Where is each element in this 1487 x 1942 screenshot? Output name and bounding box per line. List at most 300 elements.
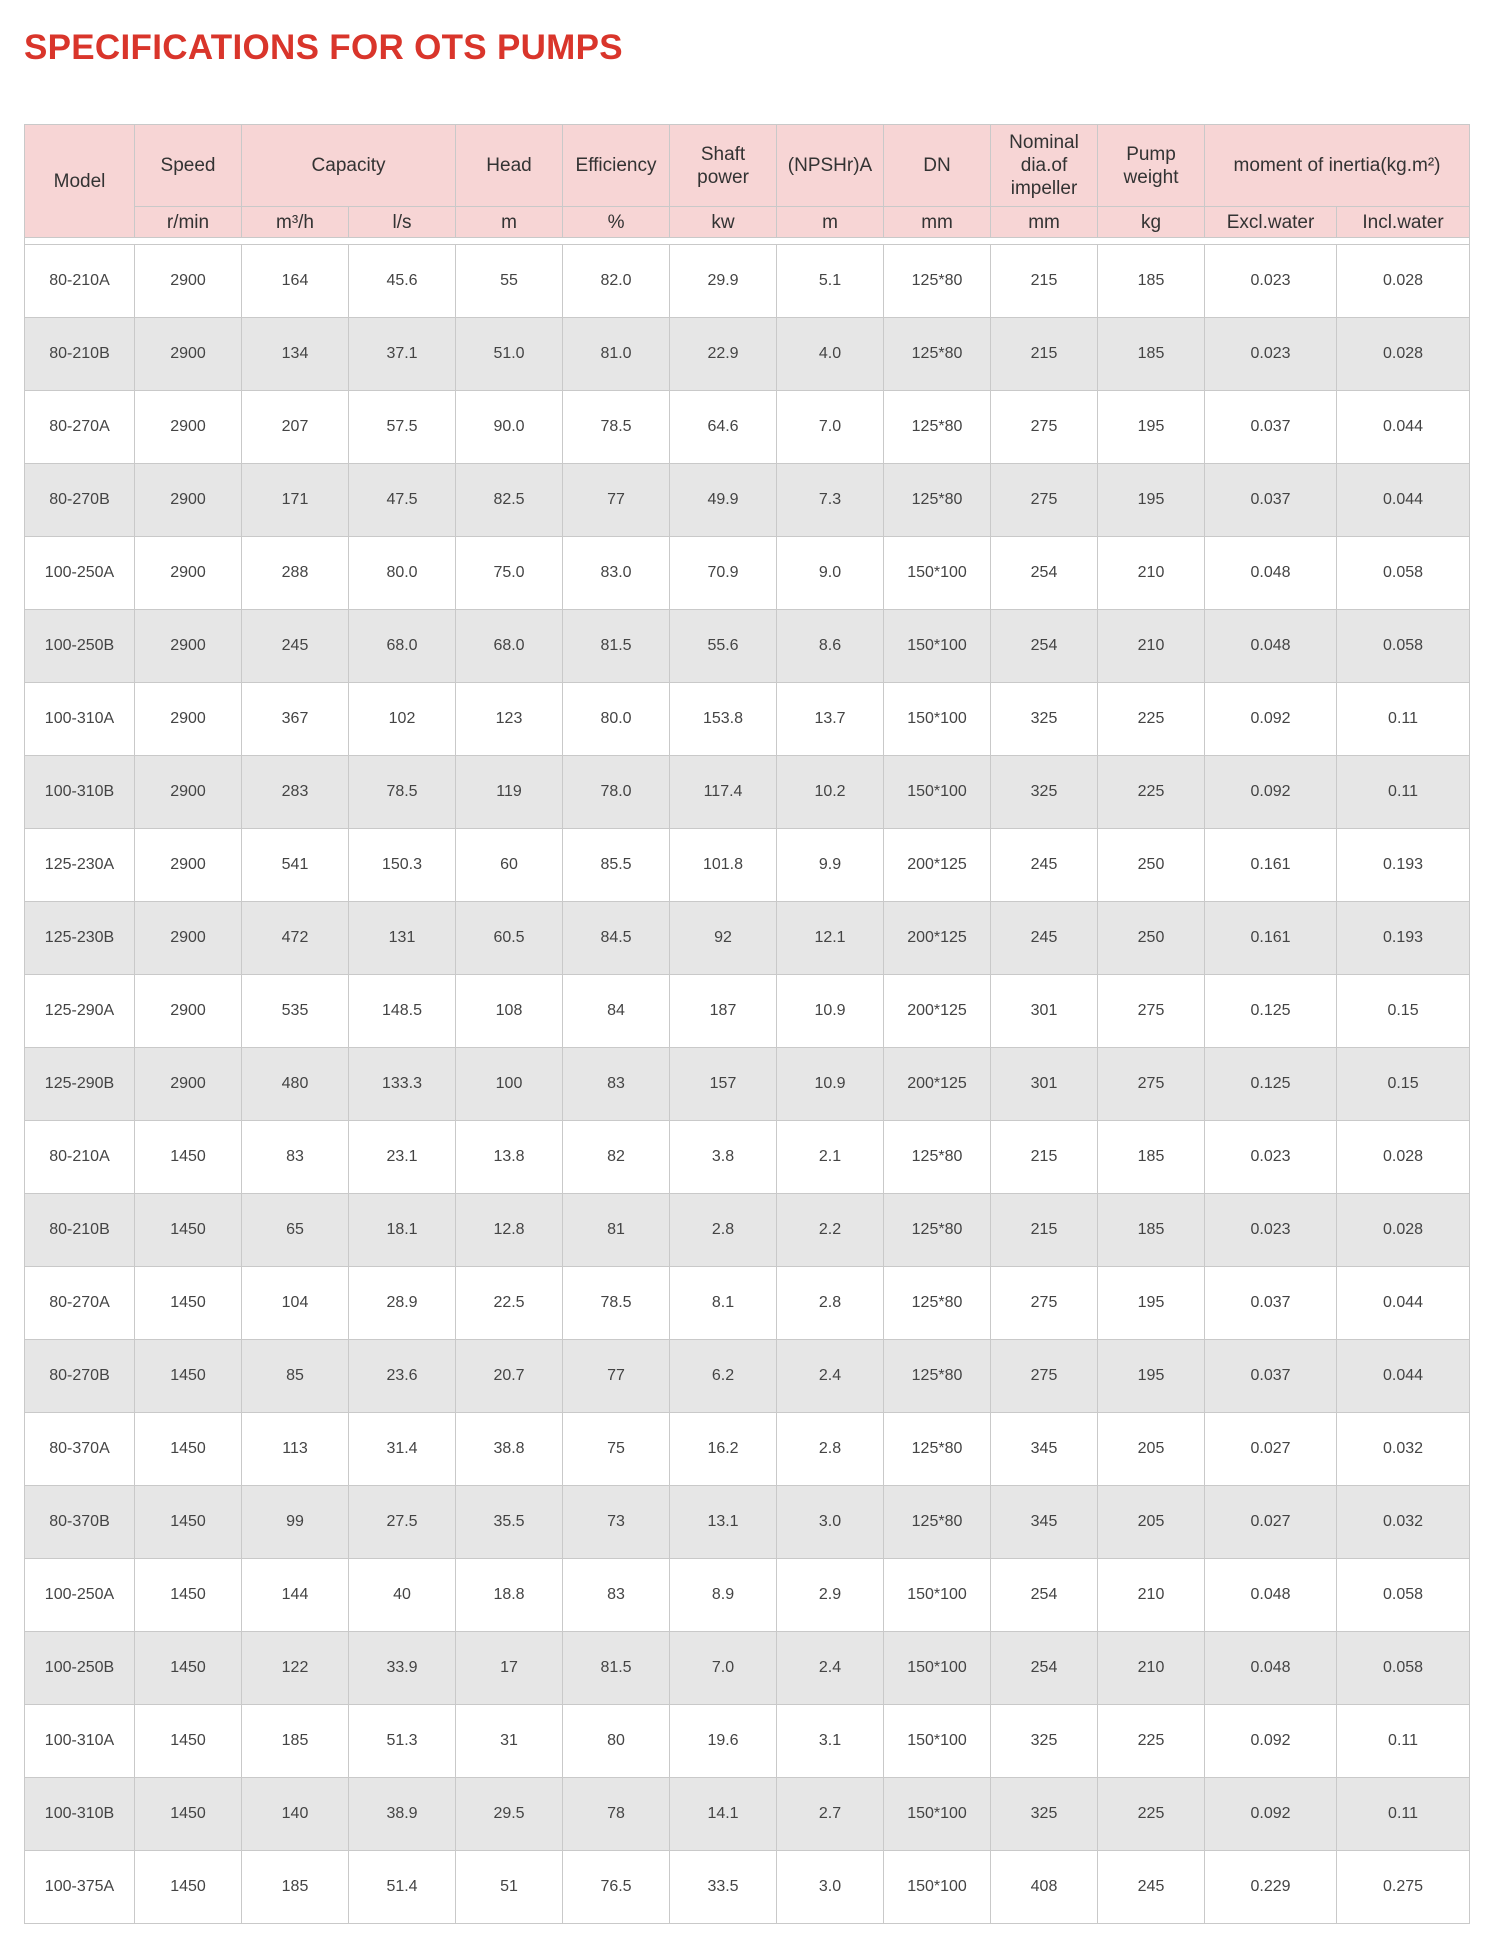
cell-speed: 1450 [135, 1632, 242, 1705]
cell-shaft-power: 70.9 [670, 537, 777, 610]
cell-pump-weight: 205 [1098, 1413, 1205, 1486]
cell-nominal-dia: 345 [991, 1413, 1098, 1486]
cell-capacity-m3h: 140 [242, 1778, 349, 1851]
cell-incl-water: 0.11 [1337, 756, 1470, 829]
cell-capacity-m3h: 535 [242, 975, 349, 1048]
header-capacity: Capacity [242, 125, 456, 207]
header-npshr: (NPSHr)A [777, 125, 884, 207]
cell-nominal-dia: 301 [991, 975, 1098, 1048]
cell-speed: 1450 [135, 1121, 242, 1194]
cell-excl-water: 0.037 [1205, 1340, 1337, 1413]
cell-incl-water: 0.044 [1337, 1267, 1470, 1340]
cell-shaft-power: 92 [670, 902, 777, 975]
cell-efficiency: 77 [563, 464, 670, 537]
table-row [25, 464, 1470, 537]
cell-incl-water: 0.032 [1337, 1486, 1470, 1559]
table-row [25, 1267, 1470, 1340]
table-row [25, 756, 1470, 829]
cell-shaft-power: 33.5 [670, 1851, 777, 1924]
cell-incl-water: 0.193 [1337, 902, 1470, 975]
cell-capacity-m3h: 113 [242, 1413, 349, 1486]
cell-speed: 1450 [135, 1340, 242, 1413]
cell-pump-weight: 210 [1098, 1632, 1205, 1705]
table-row [25, 1194, 1470, 1267]
cell-model: 125-290B [25, 1048, 135, 1121]
cell-dn: 125*80 [884, 1340, 991, 1413]
cell-npshr: 3.0 [777, 1851, 884, 1924]
cell-capacity-m3h: 134 [242, 318, 349, 391]
cell-speed: 2900 [135, 464, 242, 537]
cell-npshr: 8.6 [777, 610, 884, 683]
cell-shaft-power: 22.9 [670, 318, 777, 391]
cell-capacity-ls: 38.9 [349, 1778, 456, 1851]
cell-capacity-m3h: 283 [242, 756, 349, 829]
cell-capacity-ls: 18.1 [349, 1194, 456, 1267]
cell-model: 80-270B [25, 1340, 135, 1413]
cell-capacity-m3h: 185 [242, 1851, 349, 1924]
cell-npshr: 2.1 [777, 1121, 884, 1194]
cell-excl-water: 0.125 [1205, 975, 1337, 1048]
cell-capacity-m3h: 144 [242, 1559, 349, 1632]
cell-efficiency: 73 [563, 1486, 670, 1559]
cell-incl-water: 0.044 [1337, 464, 1470, 537]
cell-nominal-dia: 254 [991, 1632, 1098, 1705]
cell-model: 100-310A [25, 1705, 135, 1778]
cell-model: 80-210B [25, 1194, 135, 1267]
cell-efficiency: 81.0 [563, 318, 670, 391]
cell-model: 100-310B [25, 1778, 135, 1851]
unit-nominal-dia: mm [991, 207, 1098, 238]
cell-capacity-m3h: 104 [242, 1267, 349, 1340]
cell-speed: 1450 [135, 1267, 242, 1340]
cell-shaft-power: 13.1 [670, 1486, 777, 1559]
cell-shaft-power: 8.9 [670, 1559, 777, 1632]
unit-excl-water: Excl.water [1205, 207, 1337, 238]
cell-dn: 150*100 [884, 537, 991, 610]
cell-excl-water: 0.092 [1205, 1705, 1337, 1778]
cell-incl-water: 0.15 [1337, 1048, 1470, 1121]
cell-incl-water: 0.275 [1337, 1851, 1470, 1924]
cell-capacity-ls: 51.3 [349, 1705, 456, 1778]
cell-npshr: 10.9 [777, 975, 884, 1048]
cell-model: 80-210A [25, 245, 135, 318]
cell-nominal-dia: 408 [991, 1851, 1098, 1924]
header-separator [25, 238, 1470, 245]
cell-dn: 125*80 [884, 1121, 991, 1194]
cell-dn: 125*80 [884, 391, 991, 464]
cell-pump-weight: 195 [1098, 1340, 1205, 1413]
cell-capacity-ls: 45.6 [349, 245, 456, 318]
cell-pump-weight: 210 [1098, 610, 1205, 683]
header-shaft-power-label: Shaft power [697, 143, 749, 188]
cell-speed: 1450 [135, 1705, 242, 1778]
cell-capacity-ls: 33.9 [349, 1632, 456, 1705]
cell-head: 60 [456, 829, 563, 902]
cell-incl-water: 0.058 [1337, 537, 1470, 610]
specifications-table [24, 124, 1470, 1924]
cell-pump-weight: 195 [1098, 1267, 1205, 1340]
table-row [25, 1340, 1470, 1413]
header-moment-of-inertia: moment of inertia(kg.m²) [1205, 125, 1470, 207]
cell-capacity-ls: 40 [349, 1559, 456, 1632]
unit-incl-water: Incl.water [1337, 207, 1470, 238]
cell-incl-water: 0.058 [1337, 610, 1470, 683]
cell-head: 75.0 [456, 537, 563, 610]
cell-npshr: 9.9 [777, 829, 884, 902]
cell-speed: 2900 [135, 829, 242, 902]
cell-head: 51 [456, 1851, 563, 1924]
cell-pump-weight: 275 [1098, 1048, 1205, 1121]
cell-nominal-dia: 345 [991, 1486, 1098, 1559]
cell-pump-weight: 210 [1098, 1559, 1205, 1632]
cell-head: 119 [456, 756, 563, 829]
table-row [25, 1048, 1470, 1121]
table-row [25, 318, 1470, 391]
cell-speed: 2900 [135, 610, 242, 683]
cell-capacity-ls: 78.5 [349, 756, 456, 829]
cell-speed: 1450 [135, 1194, 242, 1267]
cell-head: 35.5 [456, 1486, 563, 1559]
header-model: Model [25, 125, 135, 238]
cell-incl-water: 0.11 [1337, 1705, 1470, 1778]
cell-dn: 125*80 [884, 245, 991, 318]
cell-incl-water: 0.044 [1337, 391, 1470, 464]
cell-pump-weight: 185 [1098, 245, 1205, 318]
cell-capacity-m3h: 541 [242, 829, 349, 902]
cell-dn: 125*80 [884, 464, 991, 537]
cell-capacity-m3h: 65 [242, 1194, 349, 1267]
cell-shaft-power: 187 [670, 975, 777, 1048]
cell-head: 82.5 [456, 464, 563, 537]
cell-efficiency: 78.5 [563, 391, 670, 464]
cell-dn: 125*80 [884, 318, 991, 391]
cell-speed: 1450 [135, 1851, 242, 1924]
cell-shaft-power: 14.1 [670, 1778, 777, 1851]
cell-model: 100-375A [25, 1851, 135, 1924]
cell-capacity-ls: 80.0 [349, 537, 456, 610]
cell-nominal-dia: 325 [991, 683, 1098, 756]
table-row [25, 1851, 1470, 1924]
table-row [25, 829, 1470, 902]
cell-npshr: 10.2 [777, 756, 884, 829]
cell-capacity-ls: 131 [349, 902, 456, 975]
unit-capacity-m3h: m³/h [242, 207, 349, 238]
cell-head: 108 [456, 975, 563, 1048]
unit-pump-weight: kg [1098, 207, 1205, 238]
cell-efficiency: 85.5 [563, 829, 670, 902]
table-header [25, 125, 1470, 238]
cell-excl-water: 0.027 [1205, 1413, 1337, 1486]
table-row [25, 1632, 1470, 1705]
cell-npshr: 5.1 [777, 245, 884, 318]
cell-head: 55 [456, 245, 563, 318]
cell-nominal-dia: 254 [991, 610, 1098, 683]
cell-head: 90.0 [456, 391, 563, 464]
cell-capacity-m3h: 164 [242, 245, 349, 318]
cell-excl-water: 0.037 [1205, 1267, 1337, 1340]
cell-efficiency: 78.0 [563, 756, 670, 829]
cell-pump-weight: 250 [1098, 829, 1205, 902]
cell-efficiency: 84.5 [563, 902, 670, 975]
cell-shaft-power: 16.2 [670, 1413, 777, 1486]
cell-head: 18.8 [456, 1559, 563, 1632]
cell-efficiency: 77 [563, 1340, 670, 1413]
cell-shaft-power: 64.6 [670, 391, 777, 464]
unit-speed: r/min [135, 207, 242, 238]
cell-nominal-dia: 245 [991, 902, 1098, 975]
cell-speed: 2900 [135, 975, 242, 1048]
table-row [25, 1559, 1470, 1632]
cell-efficiency: 81.5 [563, 610, 670, 683]
units-row [25, 207, 1470, 238]
cell-shaft-power: 153.8 [670, 683, 777, 756]
cell-dn: 150*100 [884, 1705, 991, 1778]
cell-efficiency: 78 [563, 1778, 670, 1851]
cell-pump-weight: 185 [1098, 1194, 1205, 1267]
cell-npshr: 2.7 [777, 1778, 884, 1851]
table-row [25, 1705, 1470, 1778]
cell-shaft-power: 29.9 [670, 245, 777, 318]
cell-model: 125-290A [25, 975, 135, 1048]
cell-head: 100 [456, 1048, 563, 1121]
table-row [25, 1486, 1470, 1559]
cell-pump-weight: 225 [1098, 1705, 1205, 1778]
cell-head: 12.8 [456, 1194, 563, 1267]
cell-pump-weight: 275 [1098, 975, 1205, 1048]
cell-model: 80-370B [25, 1486, 135, 1559]
cell-pump-weight: 185 [1098, 318, 1205, 391]
cell-capacity-m3h: 99 [242, 1486, 349, 1559]
cell-excl-water: 0.048 [1205, 610, 1337, 683]
cell-excl-water: 0.092 [1205, 683, 1337, 756]
cell-speed: 1450 [135, 1413, 242, 1486]
cell-npshr: 2.8 [777, 1413, 884, 1486]
cell-shaft-power: 19.6 [670, 1705, 777, 1778]
cell-efficiency: 82 [563, 1121, 670, 1194]
cell-pump-weight: 185 [1098, 1121, 1205, 1194]
cell-capacity-ls: 28.9 [349, 1267, 456, 1340]
cell-speed: 2900 [135, 318, 242, 391]
cell-dn: 150*100 [884, 610, 991, 683]
cell-incl-water: 0.032 [1337, 1413, 1470, 1486]
cell-excl-water: 0.048 [1205, 1559, 1337, 1632]
cell-head: 60.5 [456, 902, 563, 975]
header-shaft-power [670, 125, 777, 207]
unit-dn: mm [884, 207, 991, 238]
cell-incl-water: 0.058 [1337, 1632, 1470, 1705]
cell-dn: 125*80 [884, 1486, 991, 1559]
table-row [25, 683, 1470, 756]
cell-nominal-dia: 275 [991, 1267, 1098, 1340]
cell-npshr: 2.9 [777, 1559, 884, 1632]
header-nominal-dia-label: Nominal dia.of impeller [1009, 132, 1079, 199]
cell-head: 123 [456, 683, 563, 756]
cell-efficiency: 81 [563, 1194, 670, 1267]
cell-dn: 200*125 [884, 902, 991, 975]
table-row [25, 902, 1470, 975]
cell-nominal-dia: 325 [991, 1778, 1098, 1851]
cell-npshr: 10.9 [777, 1048, 884, 1121]
cell-capacity-ls: 47.5 [349, 464, 456, 537]
cell-pump-weight: 195 [1098, 391, 1205, 464]
cell-speed: 2900 [135, 1048, 242, 1121]
unit-capacity-ls: l/s [349, 207, 456, 238]
cell-shaft-power: 8.1 [670, 1267, 777, 1340]
cell-capacity-ls: 150.3 [349, 829, 456, 902]
unit-npshr: m [777, 207, 884, 238]
cell-head: 68.0 [456, 610, 563, 683]
unit-shaft-power: kw [670, 207, 777, 238]
cell-efficiency: 82.0 [563, 245, 670, 318]
cell-nominal-dia: 275 [991, 1340, 1098, 1413]
cell-capacity-m3h: 83 [242, 1121, 349, 1194]
cell-capacity-m3h: 185 [242, 1705, 349, 1778]
header-dn: DN [884, 125, 991, 207]
cell-npshr: 13.7 [777, 683, 884, 756]
cell-nominal-dia: 245 [991, 829, 1098, 902]
cell-dn: 200*125 [884, 829, 991, 902]
cell-nominal-dia: 301 [991, 1048, 1098, 1121]
cell-speed: 2900 [135, 902, 242, 975]
cell-efficiency: 84 [563, 975, 670, 1048]
cell-capacity-ls: 37.1 [349, 318, 456, 391]
cell-npshr: 7.3 [777, 464, 884, 537]
cell-npshr: 4.0 [777, 318, 884, 391]
cell-efficiency: 80.0 [563, 683, 670, 756]
cell-dn: 200*125 [884, 1048, 991, 1121]
table-body [25, 238, 1470, 1924]
cell-excl-water: 0.027 [1205, 1486, 1337, 1559]
cell-capacity-m3h: 122 [242, 1632, 349, 1705]
cell-capacity-m3h: 245 [242, 610, 349, 683]
cell-efficiency: 83 [563, 1048, 670, 1121]
cell-capacity-ls: 51.4 [349, 1851, 456, 1924]
cell-shaft-power: 6.2 [670, 1340, 777, 1413]
table-row [25, 975, 1470, 1048]
cell-capacity-ls: 23.1 [349, 1121, 456, 1194]
cell-dn: 150*100 [884, 1851, 991, 1924]
cell-npshr: 3.1 [777, 1705, 884, 1778]
cell-shaft-power: 101.8 [670, 829, 777, 902]
cell-excl-water: 0.092 [1205, 1778, 1337, 1851]
table-row [25, 1413, 1470, 1486]
cell-pump-weight: 225 [1098, 1778, 1205, 1851]
page-title: SPECIFICATIONS FOR OTS PUMPS [24, 28, 623, 67]
cell-incl-water: 0.028 [1337, 318, 1470, 391]
cell-model: 100-250A [25, 537, 135, 610]
cell-nominal-dia: 215 [991, 318, 1098, 391]
cell-efficiency: 83.0 [563, 537, 670, 610]
cell-capacity-m3h: 472 [242, 902, 349, 975]
cell-nominal-dia: 325 [991, 1705, 1098, 1778]
cell-nominal-dia: 275 [991, 464, 1098, 537]
cell-head: 29.5 [456, 1778, 563, 1851]
cell-capacity-ls: 102 [349, 683, 456, 756]
cell-excl-water: 0.161 [1205, 829, 1337, 902]
cell-dn: 150*100 [884, 1778, 991, 1851]
cell-model: 125-230A [25, 829, 135, 902]
cell-efficiency: 83 [563, 1559, 670, 1632]
table-row [25, 610, 1470, 683]
separator-cell [25, 238, 1470, 245]
cell-capacity-ls: 27.5 [349, 1486, 456, 1559]
cell-model: 80-270A [25, 391, 135, 464]
cell-speed: 1450 [135, 1486, 242, 1559]
cell-dn: 125*80 [884, 1194, 991, 1267]
cell-incl-water: 0.028 [1337, 1121, 1470, 1194]
cell-shaft-power: 7.0 [670, 1632, 777, 1705]
header-nominal-dia [991, 125, 1098, 207]
header-row [25, 125, 1470, 207]
cell-nominal-dia: 254 [991, 1559, 1098, 1632]
cell-head: 13.8 [456, 1121, 563, 1194]
cell-capacity-ls: 148.5 [349, 975, 456, 1048]
table-row [25, 1121, 1470, 1194]
cell-model: 80-210A [25, 1121, 135, 1194]
cell-dn: 125*80 [884, 1413, 991, 1486]
cell-head: 51.0 [456, 318, 563, 391]
unit-efficiency: % [563, 207, 670, 238]
cell-head: 31 [456, 1705, 563, 1778]
header-pump-weight-label: Pump weight [1123, 143, 1179, 188]
cell-excl-water: 0.023 [1205, 245, 1337, 318]
cell-dn: 150*100 [884, 1559, 991, 1632]
cell-capacity-ls: 57.5 [349, 391, 456, 464]
cell-model: 100-250A [25, 1559, 135, 1632]
header-efficiency: Efficiency [563, 125, 670, 207]
cell-speed: 2900 [135, 245, 242, 318]
cell-model: 80-370A [25, 1413, 135, 1486]
cell-pump-weight: 210 [1098, 537, 1205, 610]
cell-model: 100-250B [25, 1632, 135, 1705]
cell-excl-water: 0.048 [1205, 537, 1337, 610]
cell-capacity-m3h: 367 [242, 683, 349, 756]
cell-capacity-m3h: 207 [242, 391, 349, 464]
unit-head: m [456, 207, 563, 238]
cell-excl-water: 0.229 [1205, 1851, 1337, 1924]
cell-pump-weight: 225 [1098, 756, 1205, 829]
cell-incl-water: 0.058 [1337, 1559, 1470, 1632]
cell-npshr: 2.8 [777, 1267, 884, 1340]
cell-shaft-power: 55.6 [670, 610, 777, 683]
cell-dn: 150*100 [884, 1632, 991, 1705]
cell-incl-water: 0.11 [1337, 1778, 1470, 1851]
table-row [25, 245, 1470, 318]
table-row [25, 1778, 1470, 1851]
cell-dn: 125*80 [884, 1267, 991, 1340]
cell-npshr: 7.0 [777, 391, 884, 464]
cell-pump-weight: 225 [1098, 683, 1205, 756]
cell-npshr: 12.1 [777, 902, 884, 975]
cell-incl-water: 0.044 [1337, 1340, 1470, 1413]
cell-efficiency: 75 [563, 1413, 670, 1486]
cell-npshr: 2.4 [777, 1340, 884, 1413]
cell-incl-water: 0.028 [1337, 245, 1470, 318]
header-speed: Speed [135, 125, 242, 207]
header-pump-weight [1098, 125, 1205, 207]
cell-shaft-power: 3.8 [670, 1121, 777, 1194]
cell-nominal-dia: 254 [991, 537, 1098, 610]
cell-efficiency: 76.5 [563, 1851, 670, 1924]
cell-model: 125-230B [25, 902, 135, 975]
cell-shaft-power: 117.4 [670, 756, 777, 829]
cell-shaft-power: 157 [670, 1048, 777, 1121]
cell-npshr: 2.2 [777, 1194, 884, 1267]
cell-dn: 150*100 [884, 683, 991, 756]
cell-pump-weight: 250 [1098, 902, 1205, 975]
cell-excl-water: 0.023 [1205, 1194, 1337, 1267]
cell-excl-water: 0.023 [1205, 318, 1337, 391]
